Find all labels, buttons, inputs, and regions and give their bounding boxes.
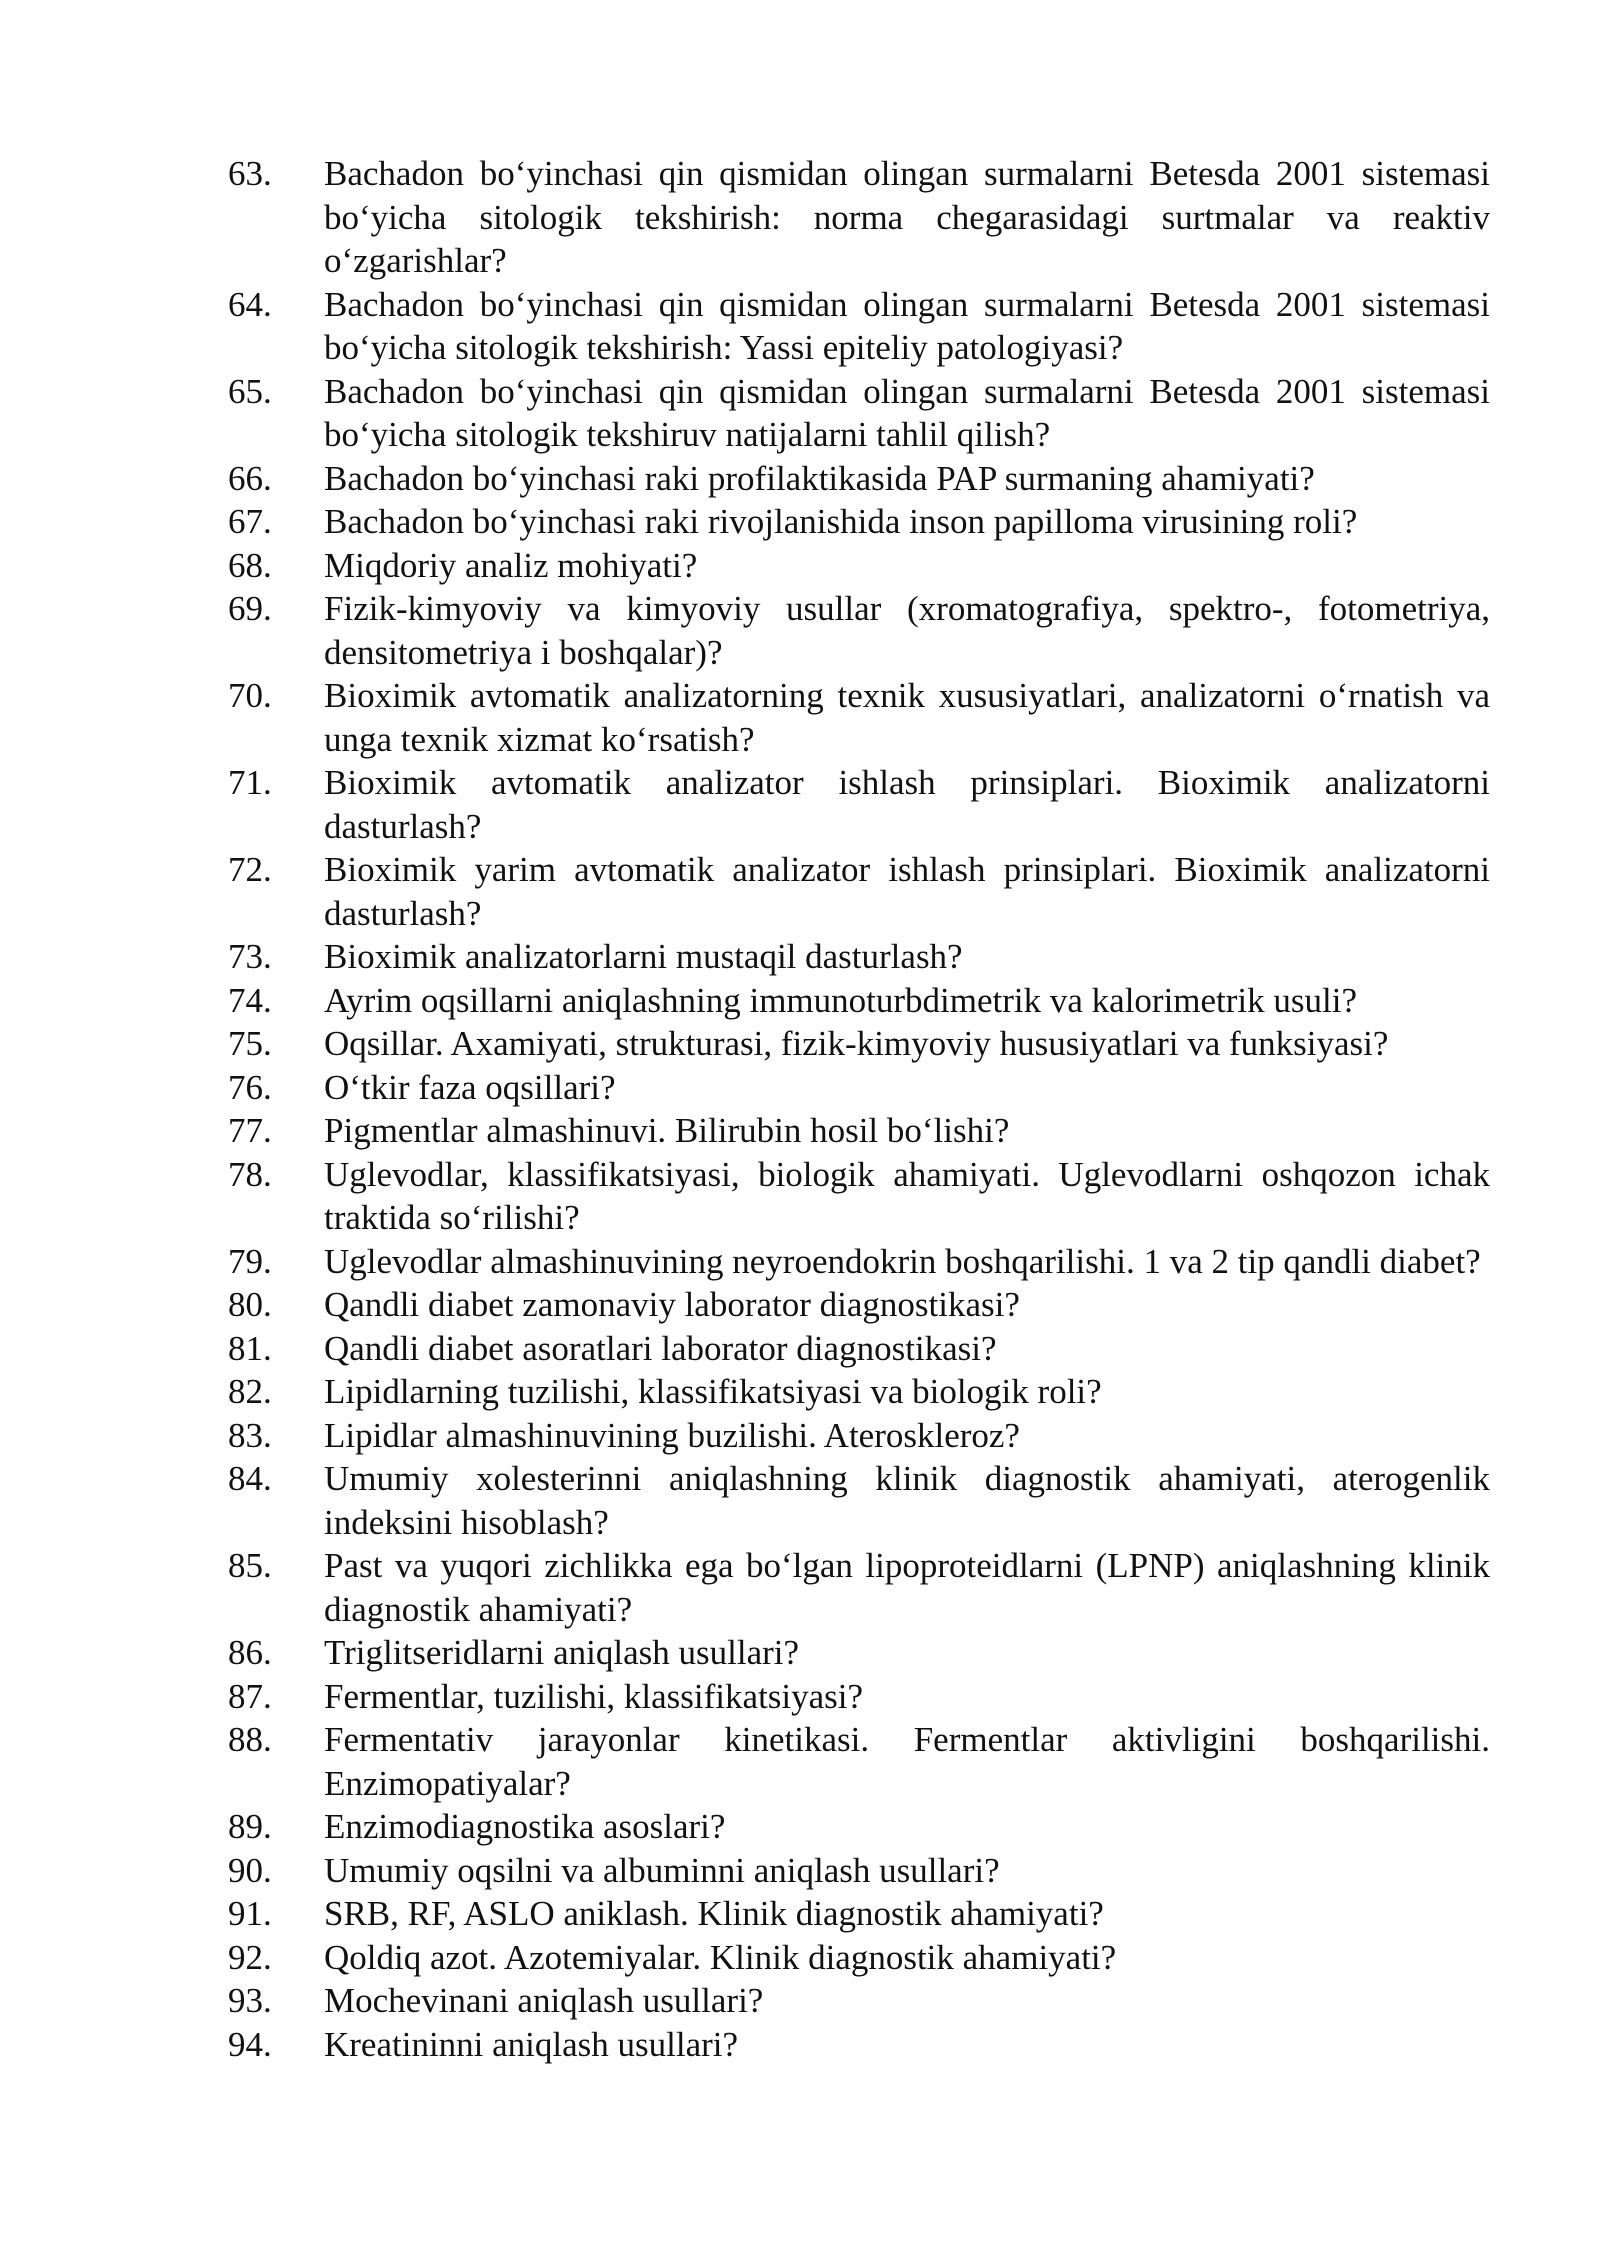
item-text: Bachadon bo‘yinchasi qin qismidan olingan surmalarni Betesda 2001 sistemasi bo‘yicha sitologik tekshirish: Yassi epiteliy patologiyasi? [324,284,1490,367]
list-item [228,1370,1490,1414]
item-number: 67. [228,502,272,541]
item-text: Umumiy oqsilni va albuminni aniqlash usullari? [324,1850,1000,1890]
item-text: Enzimodiagnostika asoslari? [324,1807,726,1846]
list-item [228,1718,1490,1805]
item-number: 74. [228,980,272,1020]
item-text: Bioximik avtomatik analizatorning texnik xususiyatlari, analizatorni o‘rnatish va unga texnik xizmat ko‘rsatish? [324,676,1490,759]
item-text: Fermentativ jarayonlar kinetikasi. Fermentlar aktivligini boshqarilishi. Enzimopatiyalar? [324,1720,1490,1803]
list-item [228,500,1490,544]
item-text: Lipidlarning tuzilishi, klassifikatsiyasi va biologik roli? [324,1372,1102,1411]
item-text: Mochevinani aniqlash usullari? [324,1981,764,2020]
item-text: Bioximik avtomatik analizator ishlash prinsiplari. Bioximik analizatorni dasturlash? [324,763,1490,846]
item-text: Fizik-kimyoviy va kimyoviy usullar (xromatografiya, spektro-, fotometriya, densitometriya i boshqalar)? [324,589,1490,672]
list-item [228,761,1490,848]
list-item [228,587,1490,674]
list-item [228,1240,1490,1284]
list-item [228,1022,1490,1066]
list-item [228,152,1490,283]
list-item [228,979,1490,1023]
item-text: Bioximik analizatorlarni mustaqil dasturlash? [324,937,963,976]
list-item [228,1849,1490,1893]
item-text: Bachadon bo‘yinchasi raki profilaktikasida PAP surmaning ahamiyati? [324,458,1315,498]
item-number: 86. [228,1633,272,1672]
list-item [228,457,1490,501]
item-text: Miqdoriy analiz mohiyati? [324,545,698,585]
item-text: Pigmentlar almashinuvi. Bilirubin hosil bo‘lishi? [324,1111,1010,1150]
list-item [228,544,1490,588]
list-item [228,370,1490,457]
list-item [228,1066,1490,1110]
item-number: 70. [228,676,272,715]
item-number: 83. [228,1415,272,1455]
list-item [228,848,1490,935]
item-number: 81. [228,1328,272,1368]
item-number: 72. [228,850,272,889]
item-number: 87. [228,1676,272,1716]
item-text: Oqsillar. Axamiyati, strukturasi, fizik-kimyoviy hususiyatlari va funksiyasi? [324,1024,1389,1063]
item-text: Uglevodlar, klassifikatsiyasi, biologik ahamiyati. Uglevodlarni oshqozon ichak traktida so‘rilishi? [324,1154,1490,1237]
item-number: 85. [228,1546,272,1585]
item-text: Ayrim oqsillarni aniqlashning immunoturbdimetrik va kalorimetrik usuli? [324,980,1358,1020]
item-number: 78. [228,1154,272,1194]
item-number: 73. [228,937,272,976]
list-item [228,1631,1490,1675]
item-text: Qandli diabet asoratlari laborator diagnostikasi? [324,1328,997,1368]
list-item [228,1153,1490,1240]
item-text: Bachadon bo‘yinchasi raki rivojlanishida inson papilloma virusining roli? [324,502,1358,541]
item-number: 68. [228,545,272,585]
item-text: Qandli diabet zamonaviy laborator diagnostikasi? [324,1285,1020,1324]
item-text: Uglevodlar almashinuvining neyroendokrin boshqarilishi. 1 va 2 tip qandli diabet? [324,1241,1481,1281]
list-item [228,1544,1490,1631]
question-list [228,152,1490,2066]
item-text: SRB, RF, ASLO aniklash. Klinik diagnostik ahamiyati? [324,1894,1104,1933]
item-text: O‘tkir faza oqsillari? [324,1067,616,1107]
item-number: 79. [228,1241,272,1281]
item-text: Kreatininni aniqlash usullari? [324,2024,739,2064]
item-text: Fermentlar, tuzilishi, klassifikatsiyasi? [324,1676,864,1716]
list-item [228,935,1490,979]
item-number: 64. [228,284,272,324]
item-number: 93. [228,1981,272,2020]
item-text: Triglitseridlarni aniqlash usullari? [324,1633,800,1672]
item-number: 88. [228,1720,272,1759]
item-text: Lipidlar almashinuvining buzilishi. Ateroskleroz? [324,1415,1020,1455]
list-item [228,674,1490,761]
item-number: 77. [228,1111,272,1150]
list-item [228,1675,1490,1719]
list-item [228,1283,1490,1327]
item-number: 69. [228,589,272,628]
item-number: 76. [228,1067,272,1107]
item-number: 65. [228,371,272,411]
item-number: 66. [228,458,272,498]
item-number: 91. [228,1894,272,1933]
item-number: 75. [228,1024,272,1063]
item-number: 90. [228,1850,272,1890]
item-number: 94. [228,2024,272,2064]
list-item [228,1805,1490,1849]
item-number: 92. [228,1937,272,1977]
item-text: Bachadon bo‘yinchasi qin qismidan olingan surmalarni Betesda 2001 sistemasi bo‘yicha sitologik tekshirish: norma chegarasidagi surtmalar va reaktiv o‘zgarishlar? [324,154,1490,280]
item-number: 71. [228,763,272,802]
item-number: 82. [228,1372,272,1411]
item-number: 89. [228,1807,272,1846]
list-item [228,1109,1490,1153]
item-number: 84. [228,1459,272,1498]
item-text: Bachadon bo‘yinchasi qin qismidan olingan surmalarni Betesda 2001 sistemasi bo‘yicha sitologik tekshiruv natijalarni tahlil qilish? [324,371,1490,454]
list-item [228,1979,1490,2023]
item-text: Qoldiq azot. Azotemiyalar. Klinik diagnostik ahamiyati? [324,1937,1117,1977]
list-item [228,1936,1490,1980]
item-number: 80. [228,1285,272,1324]
list-item [228,283,1490,370]
item-text: Past va yuqori zichlikka ega bo‘lgan lipoproteidlarni (LPNP) aniqlashning klinik diagnostik ahamiyati? [324,1546,1490,1629]
item-text: Umumiy xolesterinni aniqlashning klinik diagnostik ahamiyati, aterogenlik indeksini hisoblash? [324,1459,1490,1542]
list-item [228,1327,1490,1371]
list-item [228,1892,1490,1936]
item-text: Bioximik yarim avtomatik analizator ishlash prinsiplari. Bioximik analizatorni dasturlash? [324,850,1490,933]
list-item [228,2023,1490,2067]
list-item [228,1457,1490,1544]
item-number: 63. [228,154,272,193]
list-item [228,1414,1490,1458]
